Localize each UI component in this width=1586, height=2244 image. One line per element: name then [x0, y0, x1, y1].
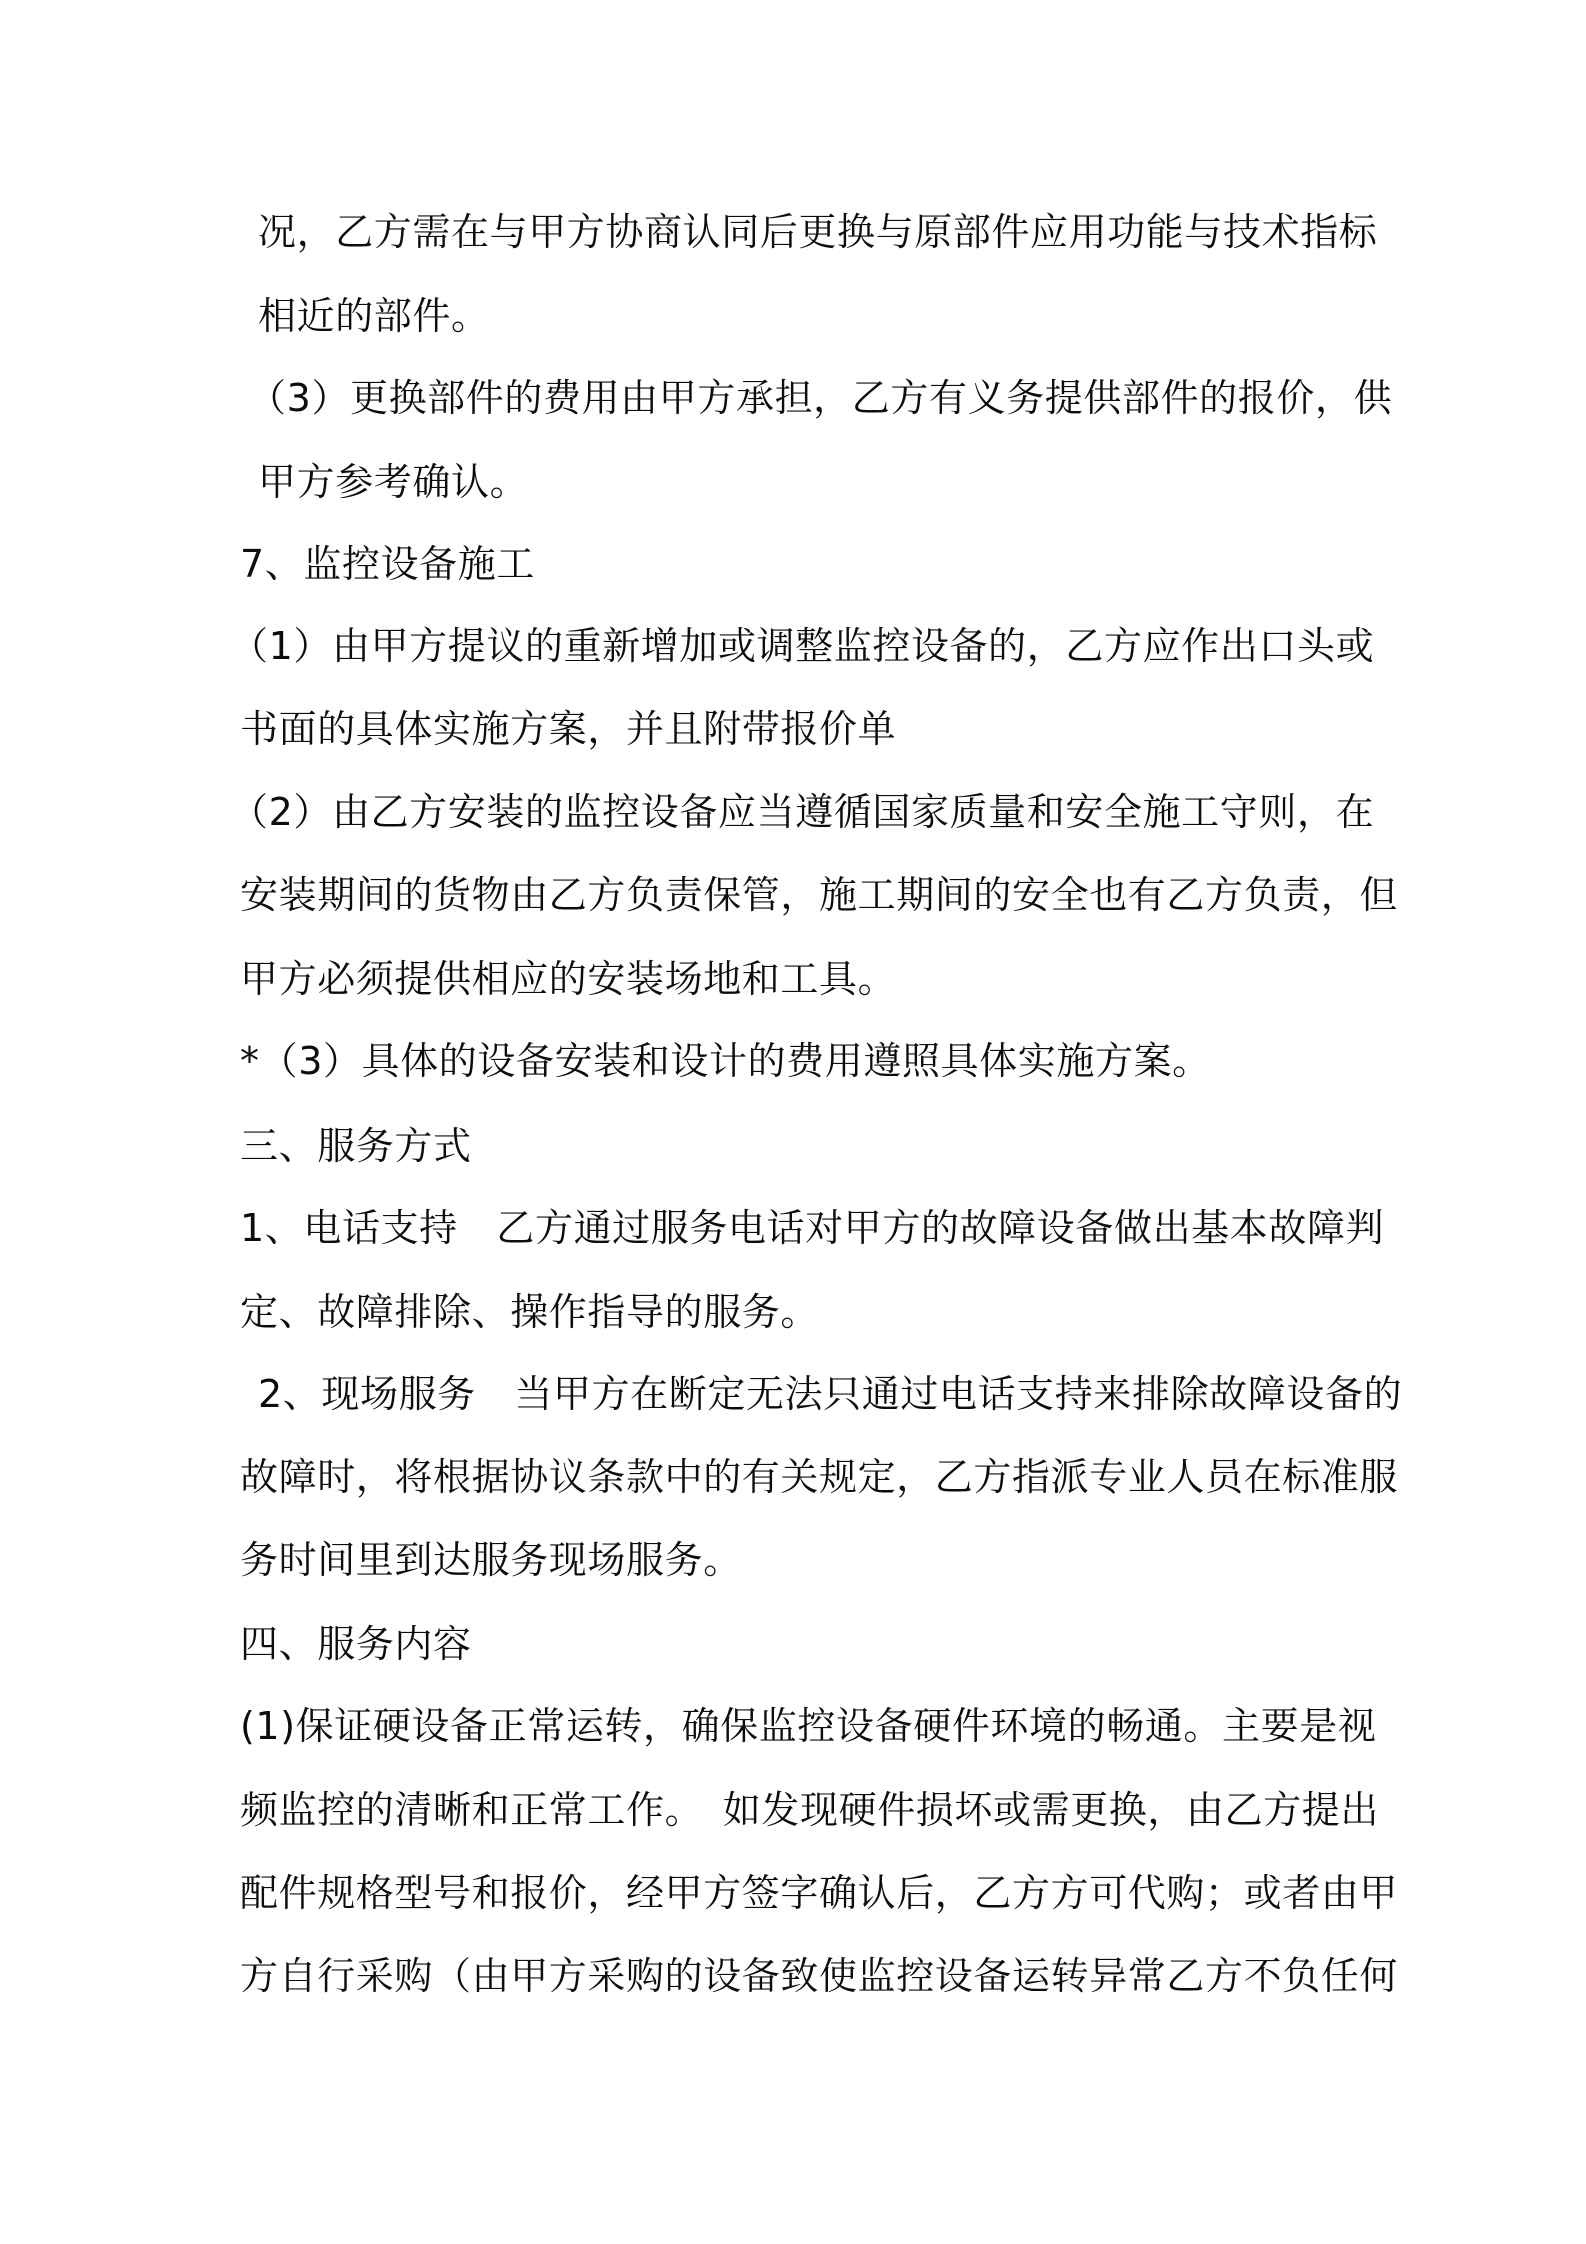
section-heading: 7、监控设备施工 [240, 542, 535, 586]
section-heading: 三、服务方式 [240, 1124, 472, 1168]
text-line: 安装期间的货物由乙方负责保管，施工期间的安全也有乙方负责，但 [240, 873, 1399, 917]
text-line: *（3）具体的设备安装和设计的费用遵照具体实施方案。 [240, 1039, 1211, 1083]
text-line: 故障时，将根据协议条款中的有关规定，乙方指派专业人员在标准服 [240, 1455, 1399, 1499]
section-heading: 四、服务内容 [240, 1622, 472, 1666]
text-line: 频监控的清晰和正常工作。 如发现硬件损坏或需更换，由乙方提出 [240, 1788, 1380, 1832]
text-line: 2、现场服务 当甲方在断定无法只通过电话支持来排除故障设备的 [258, 1372, 1403, 1416]
text-line: 甲方必须提供相应的安装场地和工具。 [240, 957, 897, 1001]
text-line: （1）由甲方提议的重新增加或调整监控设备的，乙方应作出口头或 [230, 624, 1375, 668]
text-line: 配件规格型号和报价，经甲方签字确认后，乙方方可代购；或者由甲 [240, 1871, 1399, 1915]
text-line: 甲方参考确认。 [258, 460, 529, 504]
text-line: 1、电话支持 乙方通过服务电话对甲方的故障设备做出基本故障判 [240, 1206, 1385, 1250]
text-line: 方自行采购（由甲方采购的设备致使监控设备运转异常乙方不负任何 [240, 1954, 1399, 1998]
text-line: 定、故障排除、操作指导的服务。 [240, 1290, 820, 1334]
text-line: 务时间里到达服务现场服务。 [240, 1538, 742, 1582]
text-line: （2）由乙方安装的监控设备应当遵循国家质量和安全施工守则，在 [230, 790, 1375, 834]
text-line: 书面的具体实施方案，并且附带报价单 [240, 707, 897, 751]
text-line: （3）更换部件的费用由甲方承担，乙方有义务提供部件的报价，供 [248, 376, 1393, 420]
text-line: 况，乙方需在与甲方协商认同后更换与原部件应用功能与技术指标 [258, 210, 1378, 254]
text-line: 相近的部件。 [258, 294, 490, 338]
text-line: (1)保证硬设备正常运转，确保监控设备硬件环境的畅通。主要是视 [240, 1704, 1377, 1748]
